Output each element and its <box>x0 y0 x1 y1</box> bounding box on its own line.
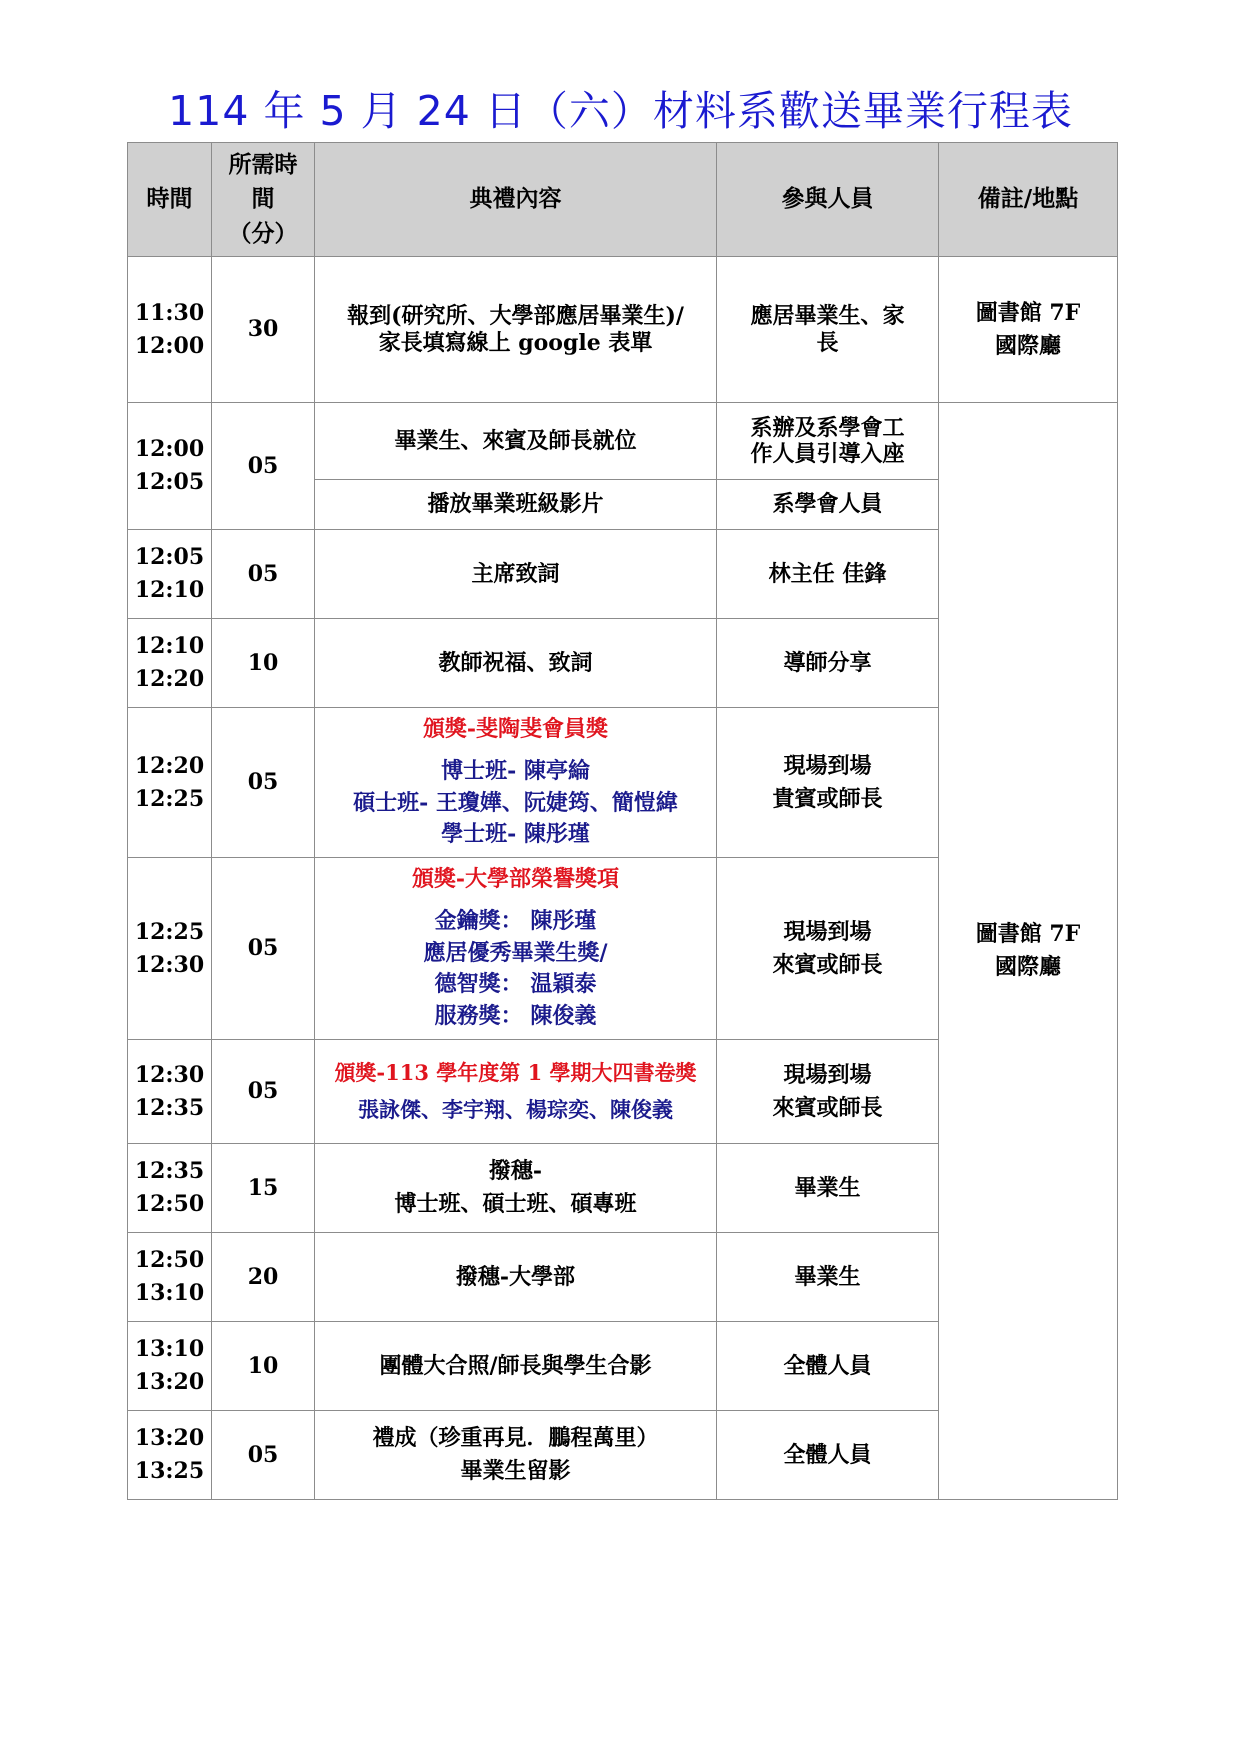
start-time: 11:30 <box>134 299 205 326</box>
people-line: 來賓或師長 <box>772 1094 883 1121</box>
award-line: 應居優秀畢業生獎/ <box>423 939 608 966</box>
location-line: 圖書館 7F <box>975 921 1081 947</box>
award-line: 金鑰獎： 陳彤瑾 <box>434 907 597 934</box>
content-cell: 主席致詞 <box>315 530 717 619</box>
people-line: 現場到場 <box>783 918 872 945</box>
time-cell <box>128 1040 212 1144</box>
people-cell: 系學會人員 <box>717 480 939 530</box>
content-cell: 團體大合照/師長與學生合影 <box>315 1322 717 1411</box>
duration-cell: 10 <box>212 619 315 708</box>
people-cell: 林主任 佳鋒 <box>717 530 939 619</box>
content-cell <box>315 1040 717 1144</box>
end-time: 12:05 <box>134 469 205 495</box>
end-time: 13:10 <box>134 1280 205 1306</box>
end-time: 12:10 <box>134 577 205 603</box>
end-time: 12:25 <box>134 785 205 812</box>
header-duration-line-2: 間 <box>251 185 275 213</box>
people-line: 貴賓或師長 <box>772 785 883 812</box>
end-time: 12:35 <box>134 1094 205 1121</box>
header-content: 典禮內容 <box>315 143 717 257</box>
content-cell <box>315 1144 717 1233</box>
people-cell <box>717 708 939 858</box>
content-cell <box>315 708 717 858</box>
content-line: 畢業生留影 <box>460 1458 571 1484</box>
duration-cell: 30 <box>212 257 315 403</box>
content-cell <box>315 858 717 1040</box>
time-cell <box>128 1322 212 1411</box>
award-title: 頒獎-斐陶斐會員獎 <box>422 715 609 742</box>
content-cell <box>315 257 717 403</box>
content-cell <box>315 1411 717 1500</box>
people-line: 來賓或師長 <box>772 951 883 978</box>
people-cell: 全體人員 <box>717 1322 939 1411</box>
start-time: 13:20 <box>134 1425 205 1451</box>
award-line: 服務獎： 陳俊義 <box>434 1003 597 1030</box>
spacer <box>319 746 712 756</box>
award-title: 頒獎-113 學年度第 1 學期大四書卷獎 <box>334 1059 697 1085</box>
award-line: 德智獎： 温穎泰 <box>434 971 597 998</box>
end-time: 13:25 <box>134 1458 205 1484</box>
location-cell <box>939 403 1118 1500</box>
people-line: 長 <box>816 329 839 356</box>
header-duration <box>212 143 315 257</box>
time-cell <box>128 1411 212 1500</box>
spacer <box>319 896 712 906</box>
time-cell <box>128 619 212 708</box>
people-cell <box>717 403 939 480</box>
end-time: 13:20 <box>134 1369 205 1395</box>
header-row <box>128 143 1118 257</box>
content-line: 報到(研究所、大學部應居畢業生)/ <box>347 303 684 330</box>
start-time: 12:00 <box>134 436 205 462</box>
location-cell <box>939 257 1118 403</box>
time-cell <box>128 403 212 530</box>
start-time: 12:10 <box>134 633 205 659</box>
end-time: 12:30 <box>134 951 205 978</box>
people-line: 應居畢業生、家 <box>750 303 905 330</box>
header-duration-line-3: （分） <box>228 219 298 247</box>
duration-cell: 05 <box>212 530 315 619</box>
start-time: 12:50 <box>134 1247 205 1273</box>
award-line: 博士班- 陳亭綸 <box>441 757 590 784</box>
duration-cell: 05 <box>212 403 315 530</box>
table-row <box>128 403 1118 480</box>
duration-cell: 10 <box>212 1322 315 1411</box>
end-time: 12:50 <box>134 1191 205 1217</box>
people-cell: 畢業生 <box>717 1233 939 1322</box>
end-time: 12:20 <box>134 666 205 692</box>
people-line: 作人員引導入座 <box>750 441 905 467</box>
start-time: 12:20 <box>134 752 205 779</box>
time-cell <box>128 530 212 619</box>
content-line: 家長填寫線上 google 表單 <box>378 329 653 356</box>
start-time: 13:10 <box>134 1336 205 1362</box>
content-cell: 畢業生、來賓及師長就位 <box>315 403 717 480</box>
duration-cell: 15 <box>212 1144 315 1233</box>
award-line: 學士班- 陳彤瑾 <box>441 821 590 848</box>
people-cell: 畢業生 <box>717 1144 939 1233</box>
page-title: 114 年 5 月 24 日（六）材料系歡送畢業行程表 <box>168 87 1073 135</box>
content-line: 禮成（珍重再見．鵬程萬里） <box>372 1425 659 1451</box>
start-time: 12:25 <box>134 918 205 945</box>
location-line: 圖書館 7F <box>975 299 1081 326</box>
header-people: 參與人員 <box>717 143 939 257</box>
people-line: 現場到場 <box>783 752 872 779</box>
people-cell: 導師分享 <box>717 619 939 708</box>
duration-cell: 05 <box>212 1411 315 1500</box>
award-line: 張詠傑、李宇翔、楊琮奕、陳俊義 <box>358 1096 673 1122</box>
start-time: 12:30 <box>134 1061 205 1088</box>
award-line: 碩士班- 王瓊嬅、阮婕筠、簡愷緯 <box>353 789 678 816</box>
location-line: 國際廳 <box>994 954 1061 980</box>
content-line: 博士班、碩士班、碩專班 <box>394 1191 637 1217</box>
duration-cell: 05 <box>212 858 315 1040</box>
content-line: 撥穗- <box>488 1158 543 1184</box>
award-title: 頒獎-大學部榮譽獎項 <box>411 865 620 892</box>
people-line: 系辦及系學會工 <box>750 414 905 441</box>
people-cell <box>717 1040 939 1144</box>
content-cell: 教師祝福、致詞 <box>315 619 717 708</box>
schedule-table <box>127 142 1118 1500</box>
start-time: 12:05 <box>134 544 205 570</box>
time-cell <box>128 257 212 403</box>
time-cell <box>128 1144 212 1233</box>
location-line: 國際廳 <box>994 332 1061 359</box>
content-cell: 播放畢業班級影片 <box>315 480 717 530</box>
header-duration-line-1: 所需時 <box>228 150 298 178</box>
start-time: 12:35 <box>134 1158 205 1184</box>
people-cell: 全體人員 <box>717 1411 939 1500</box>
duration-cell: 20 <box>212 1233 315 1322</box>
time-cell <box>128 708 212 858</box>
end-time: 12:00 <box>134 332 205 359</box>
time-cell <box>128 1233 212 1322</box>
people-cell <box>717 858 939 1040</box>
duration-cell: 05 <box>212 1040 315 1144</box>
header-time: 時間 <box>128 143 212 257</box>
header-location: 備註/地點 <box>939 143 1118 257</box>
time-cell <box>128 858 212 1040</box>
duration-cell: 05 <box>212 708 315 858</box>
people-cell <box>717 257 939 403</box>
table-row <box>128 257 1118 403</box>
people-line: 現場到場 <box>783 1061 872 1088</box>
content-cell: 撥穗-大學部 <box>315 1233 717 1322</box>
